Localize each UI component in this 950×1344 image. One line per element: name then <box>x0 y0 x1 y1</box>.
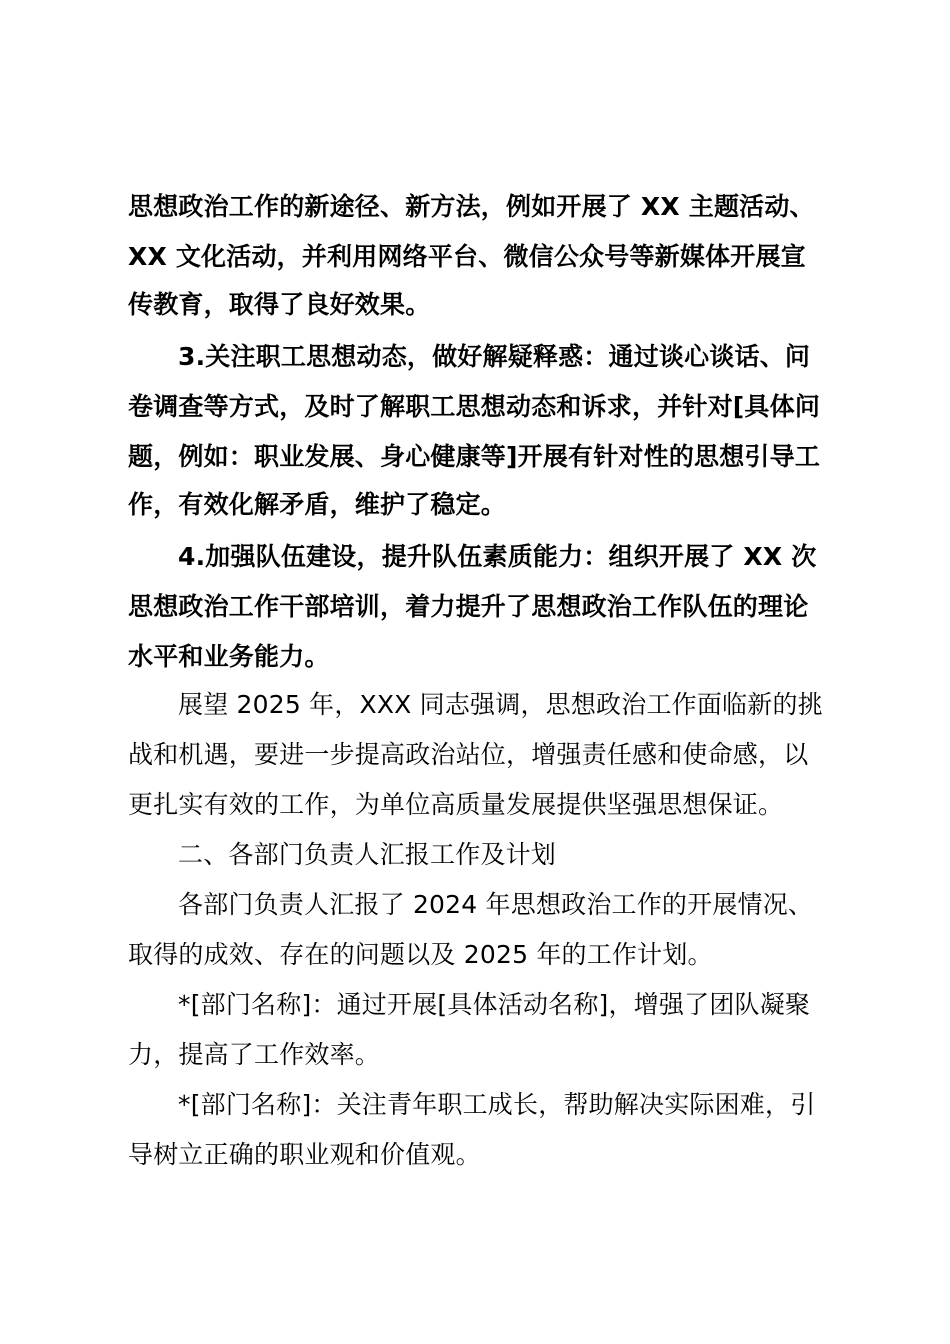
paragraph-2-line-4: 作，有效化解矛盾，维护了稳定。 <box>128 490 507 519</box>
paragraph-3-line-1: 4.加强队伍建设，提升队伍素质能力：组织开展了 XX 次 <box>178 542 817 571</box>
paragraph-6-line-1: 各部门负责人汇报了 2024 年思想政治工作的开展情况、 <box>178 890 814 919</box>
paragraph-8-line-1: *[部门名称]：关注青年职工成长，帮助解决实际困难，引 <box>178 1090 816 1119</box>
section-heading: 二、各部门负责人汇报工作及计划 <box>178 840 557 869</box>
paragraph-8-line-2: 导树立正确的职业观和价值观。 <box>128 1140 481 1169</box>
paragraph-3-line-2: 思想政治工作干部培训，着力提升了思想政治工作队伍的理论 <box>128 592 809 621</box>
paragraph-7-line-2: 力，提高了工作效率。 <box>128 1040 381 1069</box>
paragraph-2-line-3: 题，例如：职业发展、身心健康等]开展有针对性的思想引导工 <box>128 442 821 471</box>
paragraph-1-line-3: 传教育，取得了良好效果。 <box>128 290 431 319</box>
paragraph-2-line-1: 3.关注职工思想动态，做好解疑释惑：通过谈心谈话、问 <box>178 342 811 371</box>
paragraph-2-line-2: 卷调查等方式，及时了解职工思想动态和诉求，并针对[具体问 <box>128 392 821 421</box>
paragraph-1-line-2: XX 文化活动，并利用网络平台、微信公众号等新媒体开展宣 <box>128 242 806 271</box>
paragraph-3-line-3: 水平和业务能力。 <box>128 642 330 671</box>
paragraph-6-line-2: 取得的成效、存在的问题以及 2025 年的工作计划。 <box>128 940 713 969</box>
paragraph-4-line-2: 战和机遇，要进一步提高政治站位，增强责任感和使命感，以 <box>128 740 809 769</box>
paragraph-1-line-1: 思想政治工作的新途径、新方法，例如开展了 XX 主题活动、 <box>128 192 815 221</box>
paragraph-4-line-1: 展望 2025 年，XXX 同志强调，思想政治工作面临新的挑 <box>178 690 823 719</box>
paragraph-7-line-1: *[部门名称]：通过开展[具体活动名称]，增强了团队凝聚 <box>178 990 811 1019</box>
paragraph-4-line-3: 更扎实有效的工作，为单位高质量发展提供坚强思想保证。 <box>128 790 784 819</box>
